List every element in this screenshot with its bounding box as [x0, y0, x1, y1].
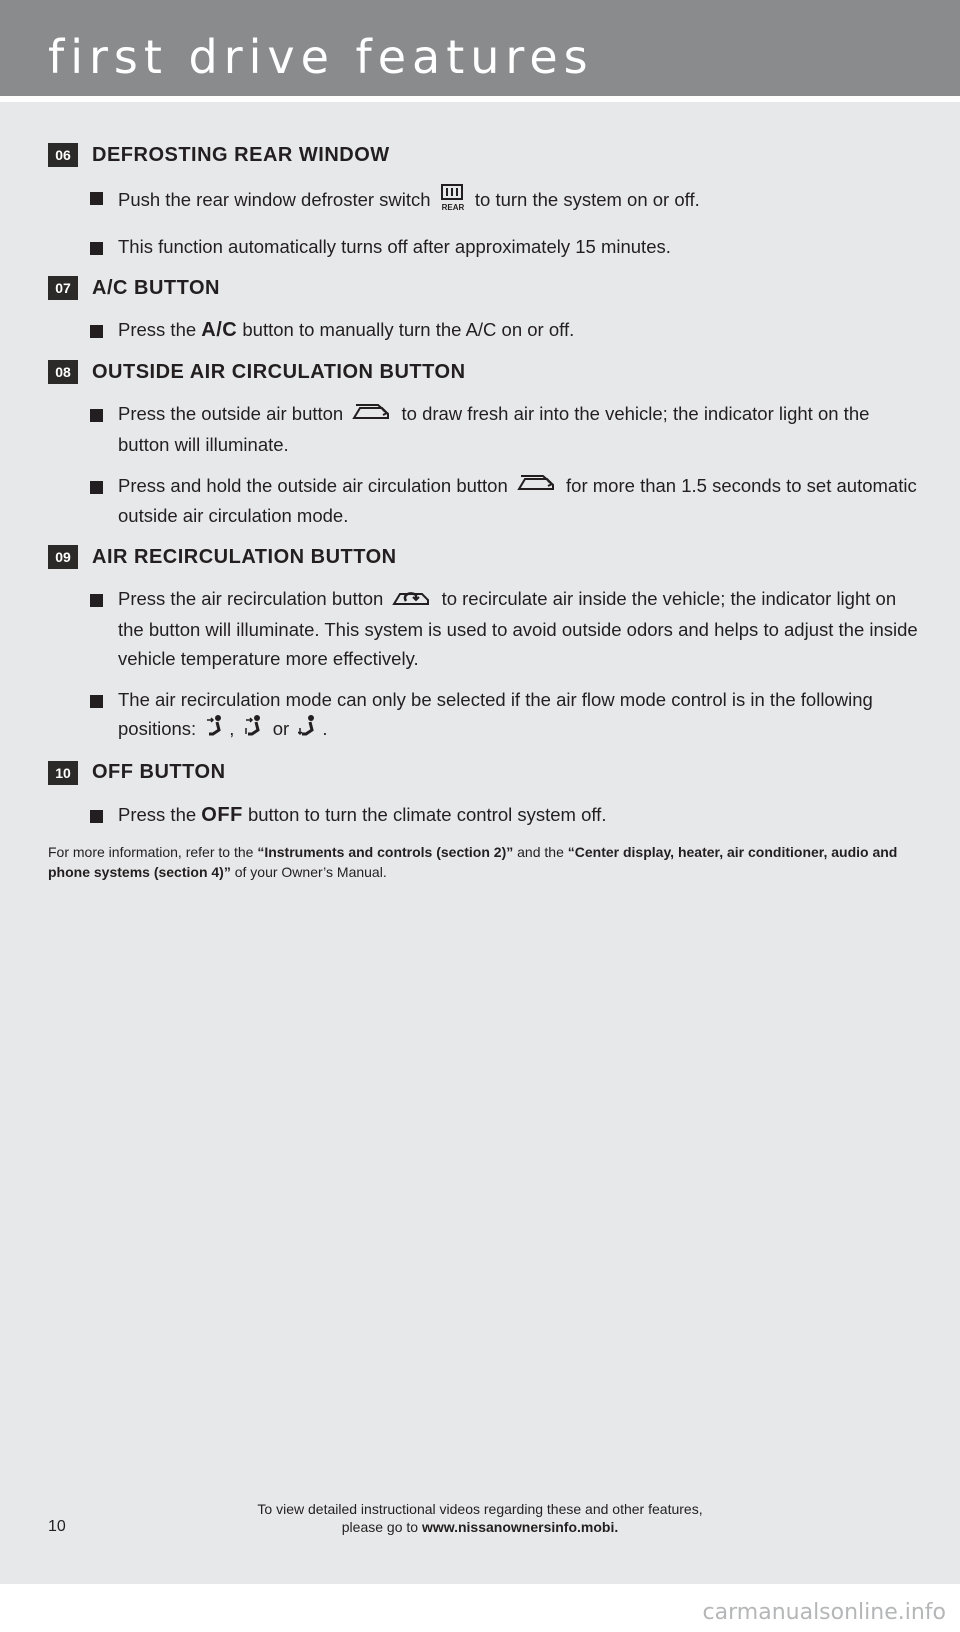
section-title: A/C BUTTON	[92, 276, 220, 299]
section-number: 08	[48, 360, 78, 384]
section-title: DEFROSTING REAR WINDOW	[92, 143, 390, 166]
section-number: 07	[48, 276, 78, 300]
page-header	[0, 0, 960, 96]
bullet-square-icon	[90, 594, 103, 607]
list-item: Push the rear window defroster switch REAR to turn the system on or off.	[48, 182, 918, 220]
footer-link[interactable]: www.nissanownersinfo.mobi.	[421, 1519, 619, 1535]
bullet-square-icon	[90, 409, 103, 422]
content	[48, 140, 918, 882]
section-07	[48, 273, 918, 345]
foot-flow-icon	[298, 714, 318, 746]
list-item: Press the A/C button to manually turn the A/C on or off.	[48, 315, 918, 345]
bullet-square-icon	[90, 192, 103, 205]
bullet-square-icon	[90, 242, 103, 255]
list-item: Press the outside air button to draw fresh air into the vehicle; the indicator light on the button will illuminate.	[48, 399, 918, 459]
list-item: Press the OFF button to turn the climate control system off.	[48, 800, 918, 830]
bullet-square-icon	[90, 481, 103, 494]
outside-air-icon	[352, 401, 392, 430]
section-06	[48, 140, 918, 261]
list-item: The air recirculation mode can only be selected if the air flow mode control is in the following positions: , or .	[48, 685, 918, 746]
bullet-square-icon	[90, 325, 103, 338]
list-item: This function automatically turns off after approximately 15 minutes.	[48, 232, 918, 261]
rear-defrost-icon	[440, 182, 466, 220]
footer-note: To view detailed instructional videos regarding these and other features, please go to www.nissanownersinfo.mobi.	[257, 1501, 703, 1535]
section-10	[48, 758, 918, 830]
watermark: carmanualsonline.info	[702, 1600, 946, 1625]
section-number: 10	[48, 761, 78, 785]
recirculation-icon	[392, 586, 432, 615]
svg-text:REAR: REAR	[441, 203, 465, 212]
list-item: Press the air recirculation button to recirculate air inside the vehicle; the indicator light on the button will illuminate. This system is used to avoid outside odors and helps to adjust the inside vehicle temperature more effectively.	[48, 584, 918, 673]
page-number: 10	[48, 1518, 66, 1535]
page-title: first drive features	[48, 30, 594, 84]
section-title: OFF BUTTON	[92, 761, 226, 784]
section-title: OUTSIDE AIR CIRCULATION BUTTON	[92, 360, 466, 383]
list-item: Press and hold the outside air circulation button for more than 1.5 seconds to set automatic outside air circulation mode.	[48, 471, 918, 531]
bullet-square-icon	[90, 810, 103, 823]
section-number: 06	[48, 143, 78, 167]
footnote: For more information, refer to the “Instruments and controls (section 2)” and the “Center display, heater, air conditioner, audio and phone systems (section 4)” of your Owner’s Manual.	[48, 843, 898, 880]
section-number: 09	[48, 545, 78, 569]
section-08	[48, 357, 918, 530]
face-foot-flow-icon	[244, 714, 264, 746]
section-title: AIR RECIRCULATION BUTTON	[92, 545, 397, 568]
face-flow-icon	[205, 714, 225, 746]
outside-air-icon	[517, 472, 557, 501]
section-09	[48, 542, 918, 746]
bullet-square-icon	[90, 695, 103, 708]
